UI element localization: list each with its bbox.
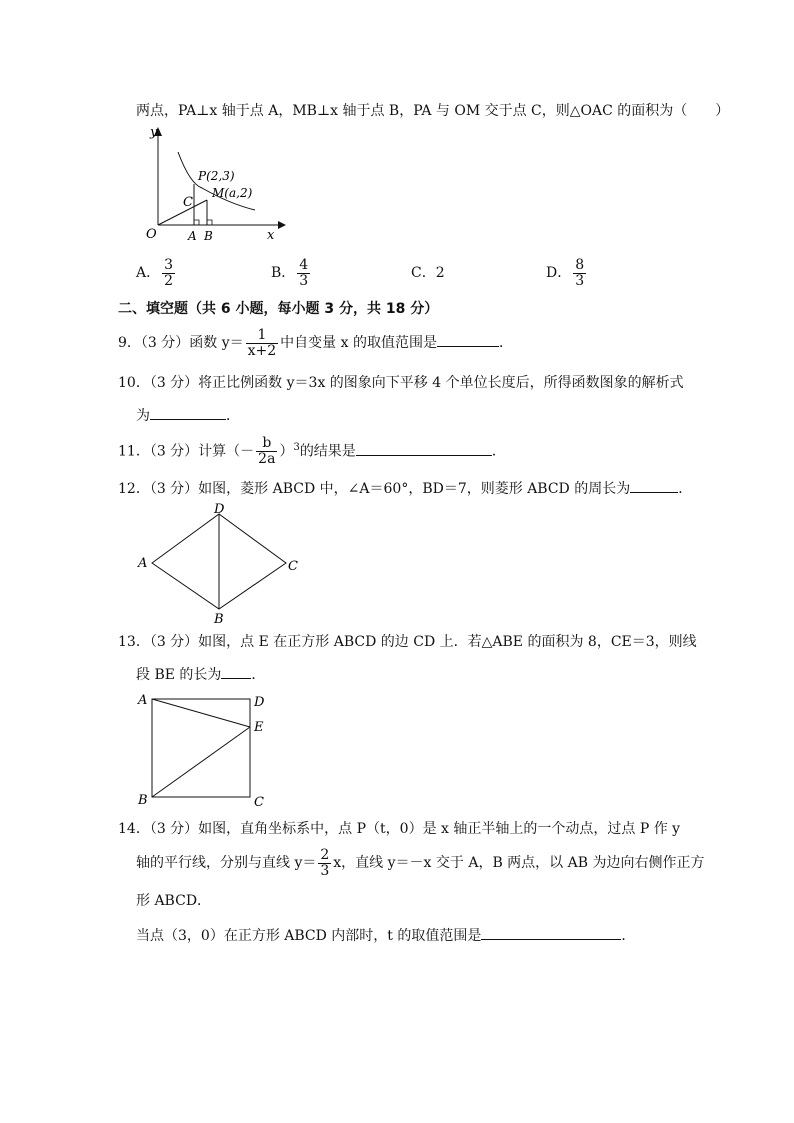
q8-a-label: A: [188, 229, 197, 243]
q8-y-label: y: [150, 125, 158, 140]
q14-line2: 轴的平行线，分别与直线 y＝ $\frac{2}{3}$ x，直线 y＝－x 交于 A，B 两点，以 AB 为边向右侧作正方: [136, 846, 705, 879]
q14-line4: 当点（3，0）在正方形 ABCD 内部时，t 的取值范围是 ．: [136, 925, 635, 946]
q13-square-figure: [134, 690, 274, 810]
q10-answer-blank[interactable]: [150, 405, 226, 420]
q8-b-label: B: [204, 229, 213, 243]
q8-p-label: P(2,3): [198, 169, 235, 183]
q13-line1: 13．（3 分）如图，点 E 在正方形 ABCD 的边 CD 上．若△ABE 的面积为 8，CE＝3，则线: [118, 634, 697, 650]
q14-line1: 14．（3 分）如图，直角坐标系中，点 P（t，0）是 x 轴正半轴上的一个动点，过点 P 作 y: [118, 821, 681, 837]
q13-d-label: D: [254, 695, 265, 710]
option-value: 2: [435, 265, 445, 281]
q13-e-label: E: [254, 720, 264, 735]
q8-option-a[interactable]: [136, 256, 177, 290]
option-fraction: $\frac{8}{3}$: [575, 256, 585, 289]
q11: 11．（3 分）计算（－ $\frac{b}{2a}$ ）$^3$的结果是 ．: [118, 435, 506, 468]
q12-rhombus-figure: [130, 500, 310, 625]
q14-answer-blank[interactable]: [481, 925, 621, 940]
option-letter: D．: [546, 265, 572, 281]
option-letter: B．: [271, 265, 296, 281]
q8-c-label: C: [183, 195, 193, 210]
q11-fraction: $\frac{b}{2a}$: [258, 435, 276, 468]
q13-line2: 段 BE 的长为 ．: [136, 664, 265, 685]
q12-c-label: C: [288, 559, 298, 574]
option-fraction: $\frac{3}{2}$: [164, 256, 174, 289]
q8-option-d[interactable]: [546, 256, 588, 290]
q14-fraction: $\frac{2}{3}$: [320, 846, 330, 879]
q12-answer-blank[interactable]: [630, 478, 678, 493]
q13-answer-blank[interactable]: [221, 664, 251, 679]
q13-b-label: B: [138, 793, 148, 808]
section2-title: 二、填空题（共 6 小题，每小题 3 分，共 18 分）: [118, 301, 439, 317]
q8-origin-label: O: [146, 227, 157, 242]
q11-answer-blank[interactable]: [356, 441, 492, 456]
q8-m-label: M(a,2): [212, 186, 253, 200]
option-letter: A．: [136, 265, 161, 281]
q12-d-label: D: [214, 502, 225, 517]
q12-b-label: B: [214, 612, 224, 625]
q8-x-label: x: [267, 228, 275, 243]
q8-figure: [130, 122, 290, 252]
q14-line3: 形 ABCD．: [136, 893, 212, 909]
q13-c-label: C: [254, 795, 264, 810]
q12-a-label: A: [138, 556, 148, 571]
q10-line1: 10．（3 分）将正比例函数 y＝3x 的图象向下平移 4 个单位长度后，所得函数图象的解析式: [118, 375, 684, 391]
option-fraction: $\frac{4}{3}$: [299, 256, 309, 289]
q12: 12．（3 分）如图，菱形 ABCD 中，∠A＝60°，BD＝7，则菱形 ABCD 的周长为 ．: [118, 478, 692, 499]
option-letter: C．: [411, 265, 436, 281]
q9: 9．（3 分）函数 y＝ $\frac{1}{x+2}$ 中自变量 x 的取值范围是 ．: [118, 326, 513, 359]
q8-stem: 两点，PA⊥x 轴于点 A，MB⊥x 轴于点 B，PA 与 OM 交于点 C，则△OAC 的面积为（ ）: [136, 103, 730, 119]
q9-answer-blank[interactable]: [437, 332, 499, 347]
q10-line2: 为 ．: [136, 405, 240, 426]
q13-a-label: A: [138, 693, 148, 708]
q8-option-b[interactable]: [271, 256, 312, 290]
q9-fraction: $\frac{1}{x+2}$: [247, 326, 277, 359]
q8-option-c[interactable]: [411, 263, 445, 283]
